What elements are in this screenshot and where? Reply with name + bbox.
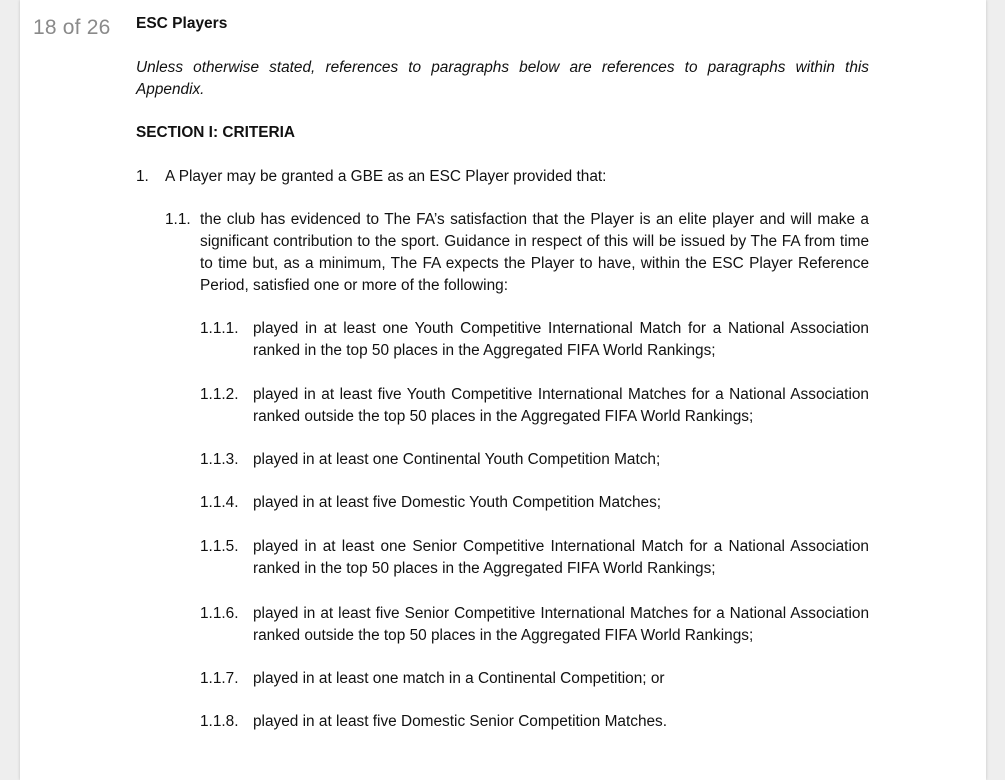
subclause-1-1-2 xyxy=(200,384,869,428)
subclause-1-1-3 xyxy=(200,449,869,471)
subclause-text: played in at least five Domestic Youth Competition Matches; xyxy=(253,494,662,511)
subclause-number: 1.1.8. xyxy=(200,713,239,730)
subclause-number: 1.1.6. xyxy=(200,605,239,622)
clause-number: 1.1. xyxy=(165,211,191,228)
subclause-1-1-6 xyxy=(200,603,869,647)
document-title: ESC Players xyxy=(136,15,228,32)
subclause-number: 1.1.2. xyxy=(200,386,239,403)
subclause-1-1-7 xyxy=(200,668,869,690)
subclause-number: 1.1.1. xyxy=(200,320,239,337)
subclause-text: played in at least one Youth Competitive International Match for a National Association ranked in the top 50 places in the Aggregated FIFA World Rankings; xyxy=(253,320,869,359)
document-page xyxy=(20,0,986,780)
intro-paragraph: Unless otherwise stated, references to paragraphs below are references to paragraphs within this Appendix. xyxy=(136,59,869,98)
clause-text: the club has evidenced to The FA’s satisfaction that the Player is an elite player and will make a significant contribution to the sport. Guidance in respect of this will be issued by The FA from time to time but, as a minimum, The FA expects the Player to have, within the ESC Player Reference Period, satisfied one or more of the following: xyxy=(200,211,869,294)
clause-1-1 xyxy=(165,209,869,297)
subclause-number: 1.1.3. xyxy=(200,451,239,468)
subclause-1-1-8 xyxy=(200,711,869,733)
subclause-text: played in at least five Senior Competitive International Matches for a National Association ranked outside the top 50 places in the Aggregated FIFA World Rankings; xyxy=(253,605,869,644)
clause-text: A Player may be granted a GBE as an ESC Player provided that: xyxy=(165,168,607,185)
subclause-1-1-1 xyxy=(200,318,869,362)
subclause-text: played in at least one Senior Competitive International Match for a National Association ranked in the top 50 places in the Aggregated FIFA World Rankings; xyxy=(253,538,869,577)
clause-1 xyxy=(136,166,869,188)
subclause-number: 1.1.7. xyxy=(200,670,239,687)
clause-number: 1. xyxy=(136,168,149,185)
page-counter: 18 of 26 xyxy=(33,16,111,39)
subclause-text: played in at least five Domestic Senior Competition Matches. xyxy=(253,713,668,730)
subclause-1-1-5 xyxy=(200,536,869,580)
subclause-number: 1.1.4. xyxy=(200,494,239,511)
subclause-number: 1.1.5. xyxy=(200,538,239,555)
subclause-1-1-4 xyxy=(200,492,869,514)
subclause-text: played in at least one match in a Continental Competition; or xyxy=(253,670,665,687)
subclause-text: played in at least one Continental Youth Competition Match; xyxy=(253,451,661,468)
section-heading: SECTION I: CRITERIA xyxy=(136,124,296,141)
subclause-text: played in at least five Youth Competitive International Matches for a National Association ranked outside the top 50 places in the Aggregated FIFA World Rankings; xyxy=(253,386,869,425)
